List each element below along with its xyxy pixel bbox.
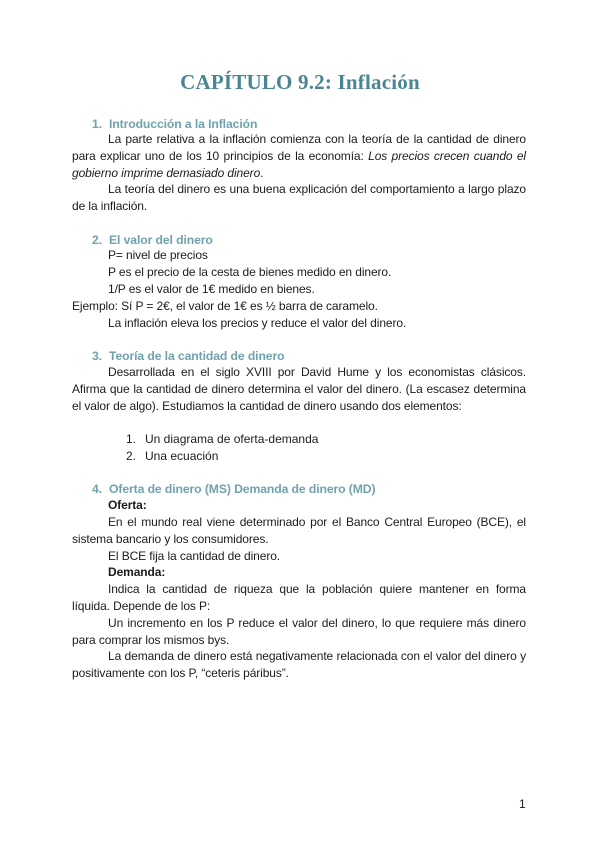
page-number: 1 [519,797,526,811]
section-3-number: 3. [92,349,102,363]
section-2-line-1: P= nivel de precios [108,248,208,262]
section-1-heading [92,117,257,131]
section-4-number: 4. [92,482,102,496]
section-2-heading [92,233,213,247]
section-2-example: Ejemplo: Sí P = 2€, el valor de 1€ es ½ barra de caramelo. [72,299,378,313]
list-item-text: Una ecuación [145,449,219,463]
section-1-number: 1. [92,117,102,131]
demanda-paragraph-3: La demanda de dinero está negativamente relacionada con el valor del dinero y positivamente con los P, “ceteris páribus”. [72,649,526,680]
list-item-number: 1. [126,432,137,446]
section-4-title: Oferta de dinero (MS) Demanda de dinero (MD) [109,482,376,496]
section-1-title: Introducción a la Inflación [109,117,258,131]
section-2-line-2: P es el precio de la cesta de bienes medido en dinero. [108,265,392,279]
chapter-title: CAPÍTULO 9.2: Inflación [180,70,420,94]
section-2-number: 2. [92,233,102,247]
section-3-heading [92,349,284,363]
demanda-paragraph-2: Un incremento en los P reduce el valor del dinero, lo que requiere más dinero para comprar los mismos bys. [72,616,526,647]
section-3-title: Teoría de la cantidad de dinero [109,349,285,363]
section-2-title: El valor del dinero [109,233,213,247]
list-item-text: Un diagrama de oferta-demanda [145,432,319,446]
paragraph-end: . [260,165,264,180]
section-1-paragraph-1 [72,131,526,181]
section-4-heading [92,482,375,496]
section-1-paragraph-2: La teoría del dinero es una buena explicación del comportamiento a largo plazo de la inflación. [72,182,526,213]
list-item [126,448,218,465]
oferta-paragraph-2: El BCE fija la cantidad de dinero. [108,549,281,563]
paragraph-text: La parte relativa a la inflación comienza con la teoría de la cantidad de dinero para explicar uno de los 10 principios de la economía: [72,132,526,163]
section-3-paragraph-1: Desarrollada en el siglo XVIII por David Hume y los economistas clásicos. Afirma que la cantidad de dinero determina el valor del dinero. (La escasez determina el valor de algo). Estudiamos la cantidad de dinero usando dos elementos: [72,365,526,413]
oferta-label: Oferta: [108,498,147,512]
section-2-line-5: La inflación eleva los precios y reduce el valor del dinero. [108,316,407,330]
oferta-paragraph-1: En el mundo real viene determinado por el Banco Central Europeo (BCE), el sistema bancario y los consumidores. [72,515,526,546]
section-2-line-3: 1/P es el valor de 1€ medido en bienes. [108,282,315,296]
paragraph-italic-text: Los precios crecen cuando el gobierno imprime demasiado dinero [72,148,526,180]
list-item-number: 2. [126,449,137,463]
demanda-label: Demanda: [108,565,166,579]
demanda-paragraph-1: Indica la cantidad de riqueza que la población quiere mantener en forma líquida. Depende de los P: [72,582,526,613]
list-item [126,431,318,448]
